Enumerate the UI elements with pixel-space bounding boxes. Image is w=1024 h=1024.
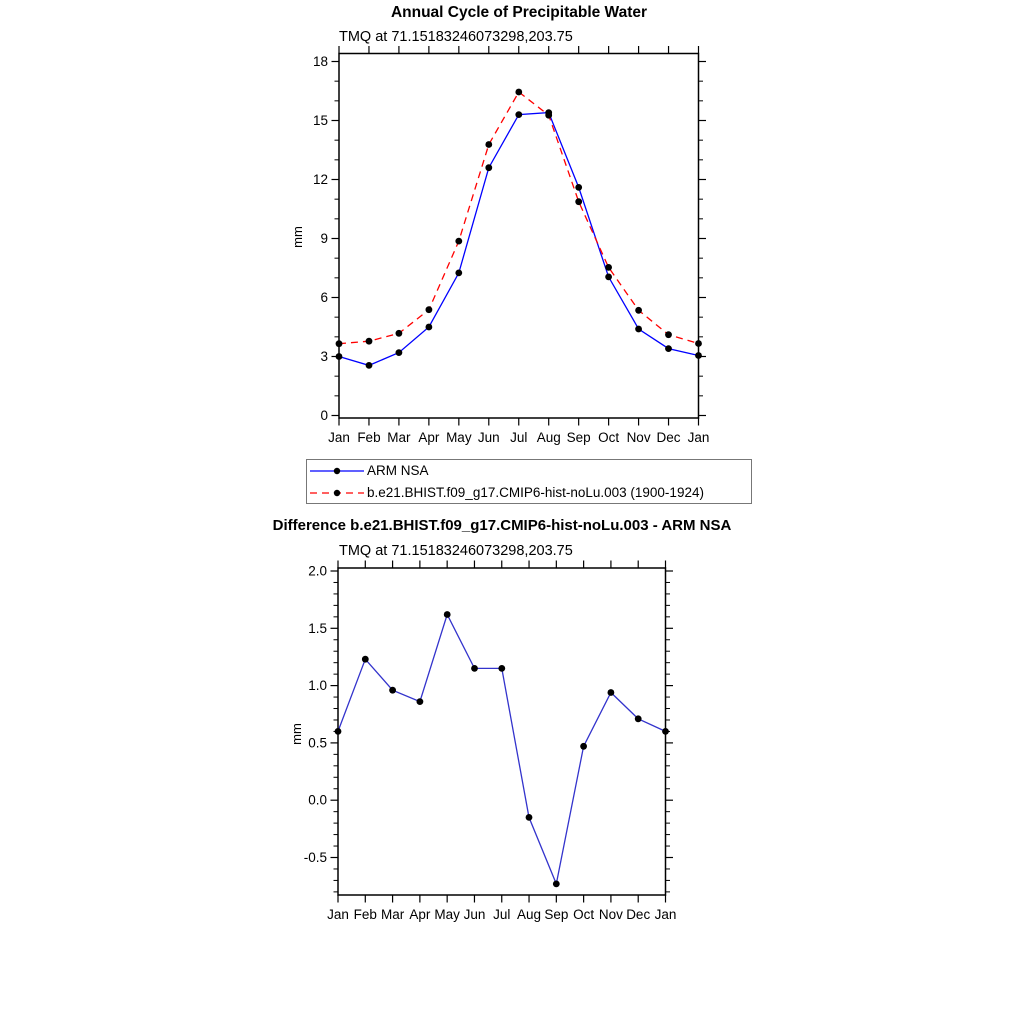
legend xyxy=(306,459,752,504)
x-tick-label: Aug xyxy=(536,430,561,445)
data-point-marker xyxy=(635,715,642,722)
data-point-marker xyxy=(485,141,492,148)
legend-label-model: b.e21.BHIST.f09_g17.CMIP6-hist-noLu.003 (1900-1924) xyxy=(367,485,704,500)
y-tick-label: 0.0 xyxy=(308,792,327,808)
x-tick-label: Nov xyxy=(598,907,623,922)
x-tick-label: Oct xyxy=(573,907,595,922)
x-tick-label: Jun xyxy=(463,907,486,922)
series-line-0 xyxy=(339,113,699,366)
legend-sample-marker-icon xyxy=(334,489,340,495)
data-point-marker xyxy=(455,270,462,277)
data-point-marker xyxy=(426,306,433,313)
y-tick-label: 6 xyxy=(320,290,328,305)
x-tick-label: May xyxy=(434,907,460,922)
series-line-1 xyxy=(339,92,699,344)
y-tick-label: 3 xyxy=(320,349,328,364)
x-tick-label: Nov xyxy=(626,430,651,445)
data-point-marker xyxy=(575,184,582,191)
data-point-marker xyxy=(335,728,342,735)
x-tick-label: Jul xyxy=(493,907,511,922)
data-point-marker xyxy=(665,331,672,338)
data-point-marker xyxy=(580,743,587,750)
data-point-marker xyxy=(396,349,403,356)
y-tick-label: 2.0 xyxy=(308,563,327,579)
y-tick-label: 18 xyxy=(312,54,328,69)
data-point-marker xyxy=(515,111,522,118)
legend-sample-marker-icon xyxy=(334,467,340,473)
x-tick-label: Oct xyxy=(598,430,620,445)
difference-title: Difference b.e21.BHIST.f09_g17.CMIP6-hist-noLu.003 - ARM NSA xyxy=(272,517,732,534)
y-tick-label: 0.5 xyxy=(308,735,327,751)
annual-cycle-plot xyxy=(313,46,709,445)
data-point-marker xyxy=(389,687,396,694)
data-point-marker xyxy=(526,814,533,821)
data-point-marker xyxy=(545,112,552,119)
legend-line-sample-dashed xyxy=(309,482,365,504)
x-tick-label: May xyxy=(446,430,472,445)
data-point-marker xyxy=(336,353,343,360)
data-point-marker xyxy=(608,689,615,696)
data-point-marker xyxy=(695,352,702,359)
data-point-marker xyxy=(662,728,669,735)
y-tick-label: 1.0 xyxy=(308,678,327,694)
data-point-marker xyxy=(426,324,433,331)
data-point-marker xyxy=(695,340,702,347)
difference-plot xyxy=(304,561,677,923)
data-point-marker xyxy=(444,611,451,618)
plot-frame xyxy=(339,54,699,419)
data-point-marker xyxy=(665,345,672,352)
data-point-marker xyxy=(455,238,462,245)
data-point-marker xyxy=(471,665,478,672)
data-point-marker xyxy=(336,340,343,347)
data-point-marker xyxy=(553,881,560,888)
data-point-marker xyxy=(366,338,373,345)
data-point-marker xyxy=(635,307,642,314)
data-point-marker xyxy=(417,698,424,705)
plot-frame xyxy=(338,568,666,895)
data-point-marker xyxy=(362,656,369,663)
data-point-marker xyxy=(575,198,582,205)
data-point-marker xyxy=(485,164,492,171)
series-line-0 xyxy=(338,615,666,884)
x-tick-label: Jan xyxy=(654,907,677,922)
y-tick-label: 12 xyxy=(312,172,328,187)
legend-line-sample-solid xyxy=(309,460,365,482)
data-point-marker xyxy=(366,362,373,369)
x-tick-label: Apr xyxy=(409,907,431,922)
y-tick-label: 9 xyxy=(320,231,328,246)
x-tick-label: Feb xyxy=(353,907,377,922)
x-tick-label: Sep xyxy=(544,907,569,922)
data-point-marker xyxy=(515,89,522,96)
y-tick-label: 0 xyxy=(320,408,328,423)
x-tick-label: Dec xyxy=(626,907,651,922)
y-tick-label: 15 xyxy=(312,113,328,128)
y-tick-label: -0.5 xyxy=(303,850,327,865)
annual-cycle-subtitle: TMQ at 71.15183246073298,203.75 xyxy=(339,29,573,45)
data-point-marker xyxy=(635,326,642,333)
x-tick-label: Dec xyxy=(656,430,681,445)
x-tick-label: Jan xyxy=(328,430,350,445)
data-point-marker xyxy=(605,264,612,271)
x-tick-label: Mar xyxy=(387,430,411,445)
annual-cycle-title: Annual Cycle of Precipitable Water xyxy=(390,4,648,21)
legend-item-model xyxy=(309,482,751,504)
x-tick-label: Jan xyxy=(687,430,710,445)
x-tick-label: Jun xyxy=(477,430,500,445)
data-point-marker xyxy=(498,665,505,672)
x-tick-label: Apr xyxy=(418,430,440,445)
x-tick-label: Feb xyxy=(357,430,381,445)
legend-item-arm-nsa xyxy=(309,460,751,482)
x-tick-label: Jul xyxy=(510,430,528,445)
x-tick-label: Mar xyxy=(380,907,405,922)
x-tick-label: Sep xyxy=(566,430,591,445)
data-point-marker xyxy=(605,274,612,281)
data-point-marker xyxy=(396,330,403,337)
x-tick-label: Jan xyxy=(327,907,349,922)
legend-label-arm-nsa: ARM NSA xyxy=(367,463,429,478)
difference-y-axis-label: mm xyxy=(288,723,304,745)
y-tick-label: 1.5 xyxy=(308,620,327,636)
x-tick-label: Aug xyxy=(517,907,542,922)
annual-cycle-y-axis-label: mm xyxy=(289,226,305,248)
difference-subtitle: TMQ at 71.15183246073298,203.75 xyxy=(339,543,573,559)
